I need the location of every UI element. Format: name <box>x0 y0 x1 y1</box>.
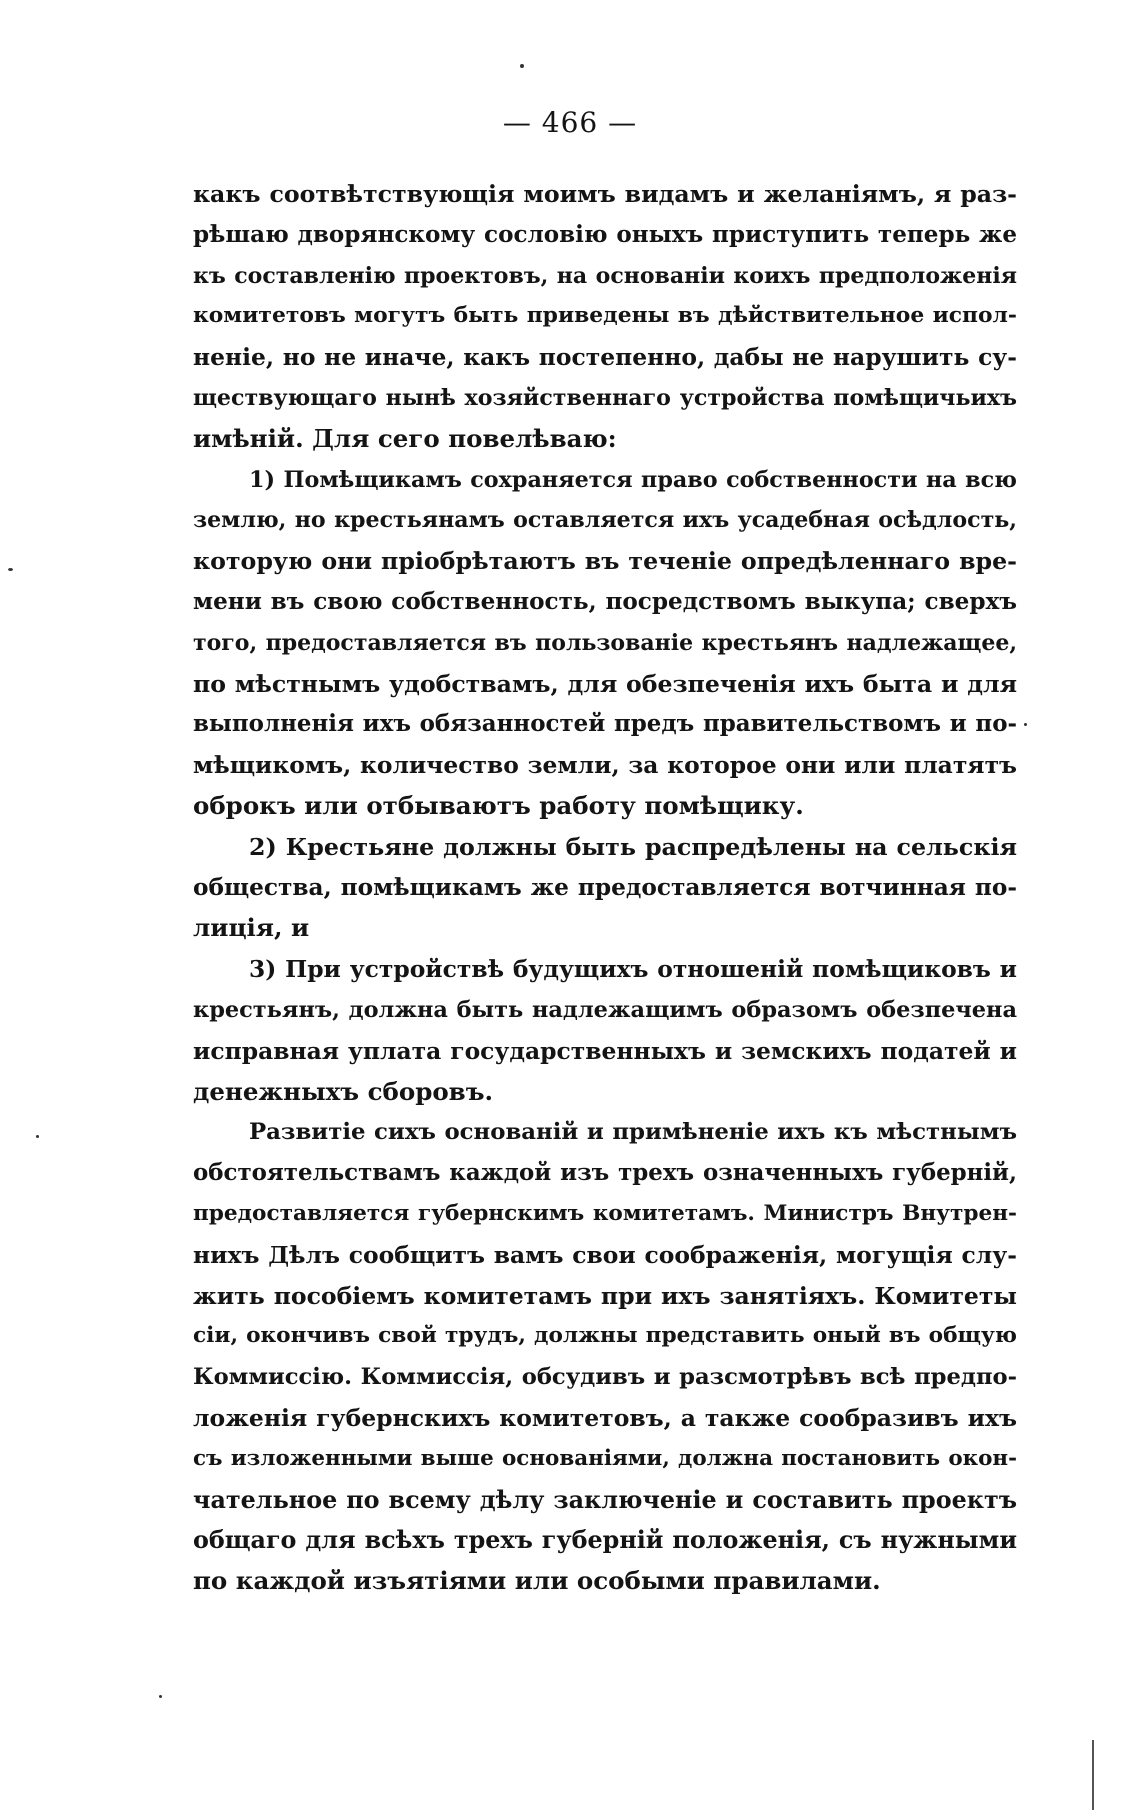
text-line: рѣшаю дворянскому сословію оныхъ приступить теперь же <box>193 220 1017 248</box>
scan-speck <box>36 1135 39 1138</box>
text-line: по мѣстнымъ удобствамъ, для обезпеченія ихъ быта и для <box>193 669 1017 698</box>
text-line: съ изложенными выше основаніями, должна постановить окон- <box>193 1445 1017 1471</box>
text-line: къ составленію проектовъ, на основаніи коихъ предположенія <box>193 262 1017 289</box>
text-line: чательное по всему дѣлу заключеніе и составить проектъ <box>193 1485 1017 1514</box>
scan-speck <box>159 1695 162 1698</box>
text-line: которую они пріобрѣтаютъ въ теченіе опредѣленнаго вре- <box>193 547 1017 576</box>
text-line: 1) Помѣщикамъ сохраняется право собственности на всю <box>249 466 1017 493</box>
text-line: Коммиссію. Коммиссія, обсудивъ и разсмотрѣвъ всѣ предпо- <box>193 1364 1017 1391</box>
text-line: выполненія ихъ обязанностей предъ правительствомъ и по- <box>193 710 1017 738</box>
text-line: мени въ свою собственность, посредствомъ выкупа; сверхъ <box>193 587 1017 615</box>
text-line: какъ соотвѣтствующія моимъ видамъ и желаніямъ, я раз- <box>193 180 1017 208</box>
text-line: неніе, но не иначе, какъ постепенно, дабы не нарушить су- <box>193 343 1017 372</box>
text-line: обстоятельствамъ каждой изъ трехъ означенныхъ губерній, <box>193 1160 1017 1187</box>
text-line: жить пособіемъ комитетамъ при ихъ занятіяхъ. Комитеты <box>193 1281 1017 1310</box>
scan-speck <box>8 568 13 571</box>
text-line: имѣній. Для сего повелѣваю: <box>193 423 617 453</box>
text-line: лиція, и <box>193 913 310 943</box>
text-line: 2) Крестьяне должны быть распредѣлены на сельскія <box>249 832 1017 861</box>
scan-speck <box>520 64 524 68</box>
text-line: предоставляется губернскимъ комитетамъ. Министръ Внутрен- <box>193 1200 1017 1226</box>
text-line: ложенія губернскихъ комитетовъ, а также сообразивъ ихъ <box>193 1403 1017 1432</box>
text-line: крестьянъ, должна быть надлежащимъ образомъ обезпечена <box>193 996 1017 1023</box>
paragraph-point-2 <box>193 827 1017 949</box>
text-line: мѣщикомъ, количество земли, за которое они или платятъ <box>193 751 1017 780</box>
text-line: землю, но крестьянамъ оставляется ихъ усадебная осѣдлость, <box>193 507 1017 534</box>
page-number: — 466 — <box>502 106 638 139</box>
text-line: исправная уплата государственныхъ и земскихъ податей и <box>193 1036 1017 1065</box>
text-line: денежныхъ сборовъ. <box>193 1076 494 1106</box>
text-line: Развитіе сихъ основаній и примѣненіе ихъ къ мѣстнымъ <box>249 1119 1017 1146</box>
text-line: 3) При устройствѣ будущихъ отношеній помѣщиковъ и <box>249 955 1017 984</box>
scan-edge-line <box>1092 1740 1094 1810</box>
text-line: общества, помѣщикамъ же предоставляется вотчинная по- <box>193 873 1017 901</box>
text-line: того, предоставляется въ пользованіе крестьянъ надлежащее, <box>193 629 1017 656</box>
paragraph-point-1 <box>193 460 1017 827</box>
text-line: сіи, окончивъ свой трудъ, должны представить оный въ общую <box>193 1323 1017 1349</box>
text-line: комитетовъ могутъ быть приведены въ дѣйствительное испол- <box>193 303 1017 329</box>
paragraph-conclusion <box>193 1112 1017 1602</box>
paragraph-intro <box>193 174 1017 460</box>
text-line: оброкъ или отбываютъ работу помѣщику. <box>193 790 804 820</box>
paragraph-point-3 <box>193 949 1017 1112</box>
text-line: общаго для всѣхъ трехъ губерній положенія, съ нужными <box>193 1526 1017 1555</box>
text-line: по каждой изъятіями или особыми правилами. <box>193 1566 881 1596</box>
text-line: нихъ Дѣлъ сообщитъ вамъ свои соображенія, могущія слу- <box>193 1240 1017 1269</box>
body-text <box>193 174 1017 1602</box>
scan-speck <box>1024 723 1027 726</box>
text-line: ществующаго нынѣ хозяйственнаго устройства помѣщичьихъ <box>193 384 1017 411</box>
